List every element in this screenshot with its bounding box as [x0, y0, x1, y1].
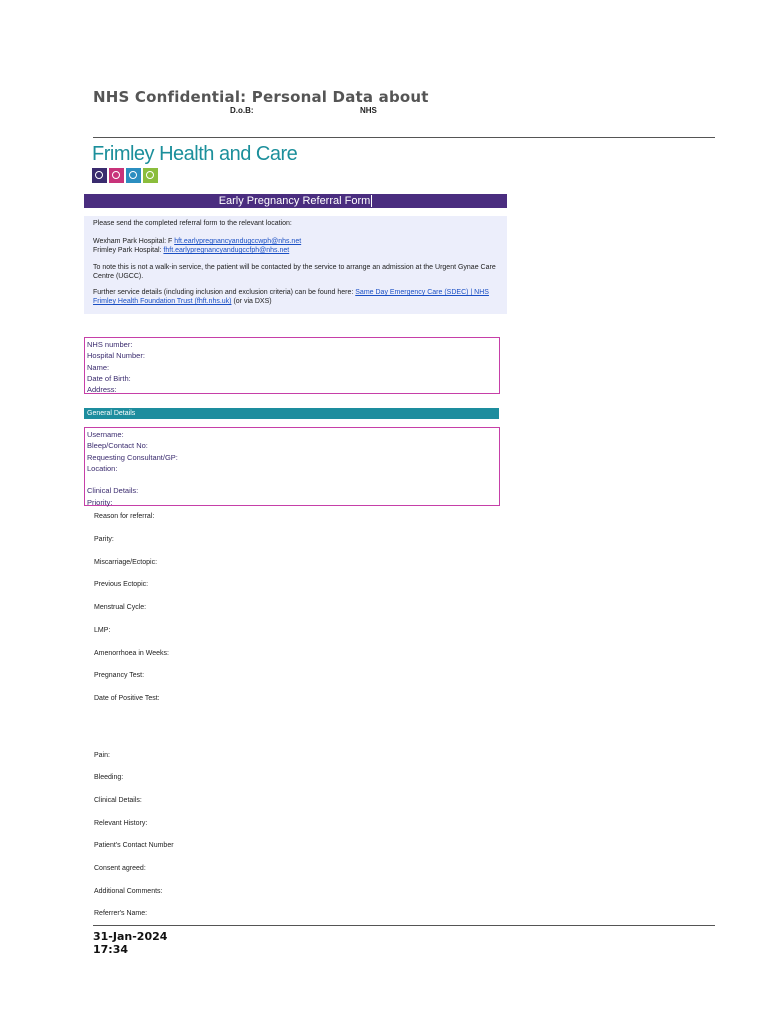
wexham-label: Wexham Park Hospital: F — [93, 238, 173, 245]
frimley-email-link[interactable]: fhft.earlypregnancyandugccfph@nhs.net — [163, 247, 290, 254]
figure-icon — [143, 168, 158, 183]
question-label: Clinical Details: — [94, 797, 142, 804]
general-field: Priority: — [87, 497, 113, 507]
patient-field: Hospital Number: — [87, 351, 145, 361]
question-label: Menstrual Cycle: — [94, 604, 147, 611]
further-details-text: Further service details (including inclusion and exclusion criteria) can be found here: — [93, 289, 354, 296]
instructions-text: Please send the completed referral form to the relevant location: — [93, 220, 292, 227]
question-label: Pregnancy Test: — [94, 672, 145, 679]
question-label: Previous Ectopic: — [94, 581, 149, 588]
frimley-label: Frimley Park Hospital: — [93, 247, 162, 254]
question-label: Miscarriage/Ectopic: — [94, 559, 158, 566]
question-label: Consent agreed: — [94, 865, 146, 872]
wexham-email-link[interactable]: hft.earlypregnancyandugccwph@nhs.net — [174, 238, 302, 245]
form-title-bar — [84, 194, 507, 208]
general-field: Bleep/Contact No: — [87, 441, 148, 451]
footer-divider — [93, 925, 715, 926]
dob-label: D.o.B: — [230, 106, 254, 115]
further-details-suffix: (or via DXS) — [233, 298, 272, 305]
patient-field: Name: — [87, 362, 110, 372]
question-label: LMP: — [94, 627, 111, 634]
question-label: Relevant History: — [94, 820, 148, 827]
instructions-box — [84, 216, 507, 314]
organisation-logo-text: Frimley Health and Care — [92, 143, 298, 165]
question-label: Amenorrhoea in Weeks: — [94, 650, 169, 657]
question-label: Pain: — [94, 752, 110, 759]
general-field: Location: — [87, 463, 118, 473]
patient-field: NHS number: — [87, 340, 133, 349]
footer-date: 31-Jan-2024 — [93, 930, 168, 943]
sdec-link[interactable]: Same Day Emergency Care (SDEC) | NHS Frimley Health Foundation Trust (fhft.nhs.uk) — [93, 289, 489, 305]
question-label: Patient's Contact Number — [94, 842, 174, 849]
general-field: Requesting Consultant/GP: — [87, 452, 178, 462]
nhs-label: NHS — [360, 106, 377, 115]
footer-time: 17:34 — [93, 943, 129, 956]
walk-in-note: To note this is not a walk-in service, the patient will be contacted by the service to arrange an admission at the Urgent Gynae Care Centre (UGCC). — [93, 264, 496, 280]
question-label: Additional Comments: — [94, 888, 163, 895]
general-field: Clinical Details: — [87, 486, 139, 496]
patient-details-box — [84, 337, 500, 394]
general-details-box — [84, 427, 500, 506]
question-label: Date of Positive Test: — [94, 695, 160, 702]
heart-icon — [109, 168, 124, 183]
people-icon — [92, 168, 107, 183]
question-label: Referrer's Name: — [94, 910, 148, 917]
document-header-title: NHS Confidential: Personal Data about — [93, 88, 429, 106]
general-field — [87, 474, 497, 485]
general-field: Username: — [87, 430, 124, 439]
patient-field: Address: — [87, 385, 117, 395]
patient-field: Date of Birth: — [87, 373, 131, 383]
logo-icons — [92, 168, 158, 183]
question-label: Bleeding: — [94, 774, 124, 781]
question-label: Parity: — [94, 536, 114, 543]
general-details-heading: General Details — [84, 408, 499, 419]
header-divider — [93, 137, 715, 138]
form-title: Early Pregnancy Referral Form — [218, 195, 371, 207]
question-label: Reason for referral: — [94, 513, 155, 520]
person-icon — [126, 168, 141, 183]
